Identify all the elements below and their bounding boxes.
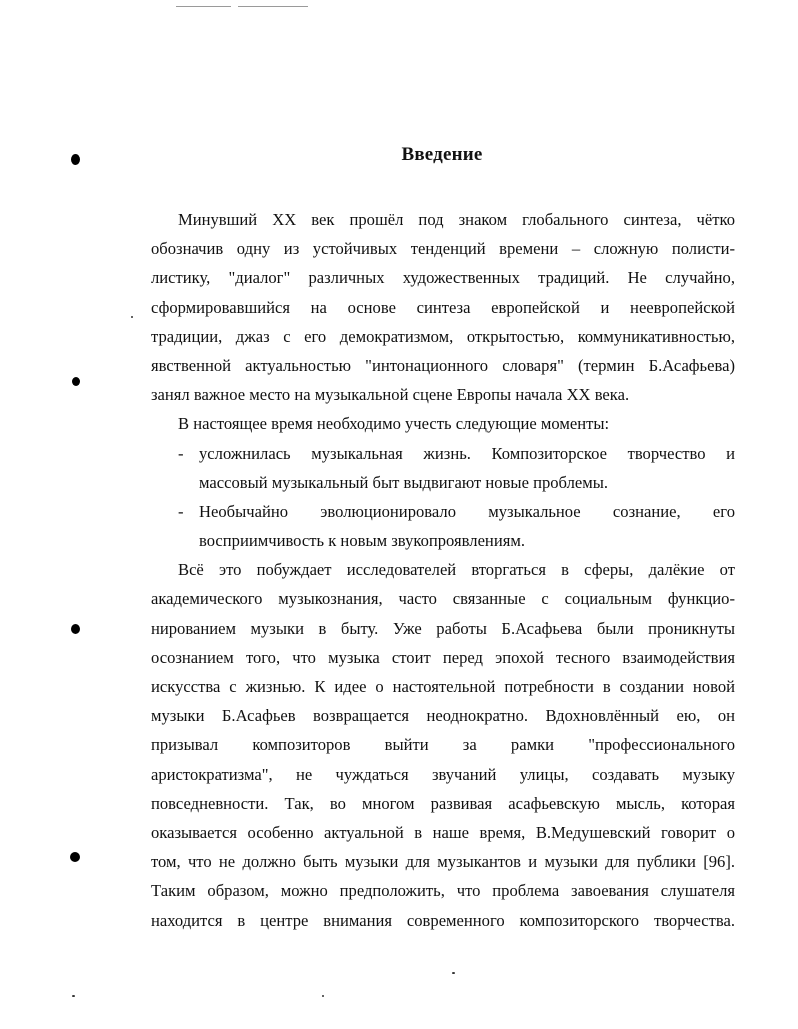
text-line: обозначив одну из устойчивых тенденций времени – сложную полисти- — [151, 239, 735, 259]
text-line: академического музыкознания, часто связанные с социальным функцио- — [151, 589, 735, 609]
text-line: осознанием того, что музыка стоит перед эпохой тесного взаимодействия — [151, 647, 735, 667]
text-line: явственной актуальностью "интонационного словаря" (термин Б.Асафьева) — [151, 355, 735, 375]
scan-speck — [131, 316, 133, 318]
binder-hole-mark — [72, 377, 80, 386]
paragraph-research — [151, 555, 735, 934]
list-marker: - — [178, 443, 184, 463]
scan-artifact-line — [176, 6, 231, 7]
text-line: находится в центре внимания современного композиторского творчества. — [151, 910, 735, 930]
text-line: Минувший XX век прошёл под знаком глобального синтеза, чётко — [178, 210, 735, 229]
text-line: повседневности. Так, во многом развивая асафьевскую мысль, которая — [151, 793, 735, 813]
text-line: аристократизма", не чуждаться звучаний улицы, создавать музыку — [151, 764, 735, 784]
scan-speck — [452, 972, 455, 974]
text-line: листику, "диалог" различных художественных традиций. Не случайно, — [151, 268, 735, 288]
text-line: Необычайно эволюционировало музыкальное сознание, его — [199, 501, 735, 521]
text-line: оказывается особенно актуальной в наше время, В.Медушевский говорит о — [151, 822, 735, 842]
text-line: том, что не должно быть музыки для музыкантов и музыки для публики [96]. — [151, 852, 735, 872]
text-line: В настоящее время необходимо учесть следующие моменты: — [178, 414, 610, 434]
body-text — [151, 205, 735, 935]
list-item — [151, 439, 735, 497]
paragraph-intro — [151, 205, 735, 409]
text-line: нированием музыки в быту. Уже работы Б.Асафьева были проникнуты — [151, 618, 735, 638]
text-line: традиции, джаз с его демократизмом, открытостью, коммуникативностью, — [151, 326, 735, 346]
list-item — [151, 497, 735, 555]
scan-speck — [72, 995, 75, 997]
text-line: усложнилась музыкальная жизнь. Композиторское творчество и — [199, 443, 735, 463]
paragraph-moments — [151, 409, 735, 438]
text-line: массовый музыкальный быт выдвигают новые проблемы. — [199, 472, 609, 492]
text-line: музыки Б.Асафьев возвращается неоднократно. Вдохновлённый ею, он — [151, 706, 735, 726]
text-line: восприимчивость к новым звукопроявлениям. — [199, 531, 525, 551]
text-line: занял важное место на музыкальной сцене Европы начала XX века. — [151, 385, 630, 405]
text-line: Таким образом, можно предположить, что проблема завоевания слушателя — [151, 881, 735, 901]
binder-hole-mark — [71, 624, 80, 634]
binder-hole-mark — [70, 852, 80, 862]
text-line: Всё это побуждает исследователей вторгаться в сферы, далёкие от — [178, 560, 735, 580]
text-line: сформировавшийся на основе синтеза европейской и неевропейской — [151, 297, 735, 317]
scan-speck — [322, 995, 324, 997]
text-line: искусства с жизнью. К идее о настоятельной потребности в создании новой — [151, 677, 735, 696]
scan-artifact-line — [238, 6, 308, 7]
page-title: Введение — [401, 144, 483, 165]
text-line: призывал композиторов выйти за рамки "профессионального — [151, 735, 735, 755]
list-marker: - — [178, 501, 184, 521]
